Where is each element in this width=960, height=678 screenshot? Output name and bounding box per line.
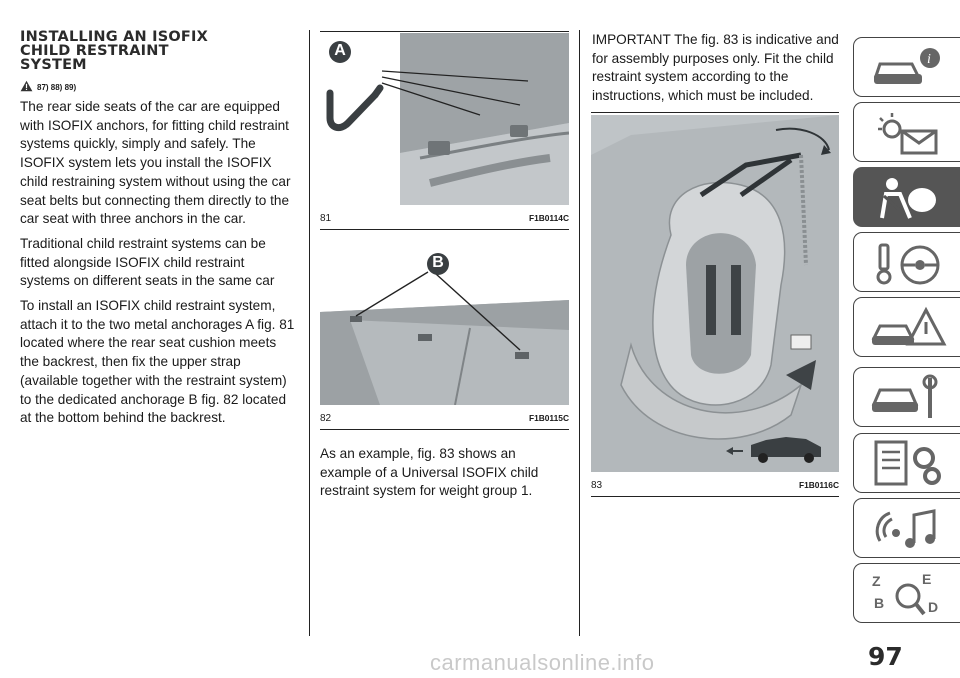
figure-bottom-rule: [591, 496, 839, 497]
figure-bottom-rule: [320, 429, 569, 430]
tab-getting-to-know-car[interactable]: [853, 37, 960, 97]
airbag-seatbelt-icon: [870, 174, 950, 222]
svg-text:i: i: [927, 52, 931, 67]
svg-text:Z: Z: [872, 573, 881, 589]
paragraph-traditional: Traditional child restraint systems can be fitted alongside ISOFIX child restraint systems on different seats in the same car: [20, 235, 275, 289]
warning-refs: 87) 88) 89): [20, 80, 298, 92]
left-column: [20, 30, 298, 428]
watermark: carmanualsonline.info: [430, 650, 655, 675]
tab-in-an-emergency[interactable]: [853, 297, 960, 357]
warning-triangle-icon: [20, 80, 33, 92]
technical-data-icon: [870, 440, 950, 488]
figure-bottom-rule: [320, 229, 569, 230]
multimedia-icon: [870, 505, 950, 553]
figure-top-rule: [320, 31, 569, 32]
paragraph-install: To install an ISOFIX child restraint system, attach it to the two metal anchorages A fig. 81 located where the rear seat cushion meets the backrest, then fix the upper strap (available together with the restraint system) to the dedicated anchorage B fig. 82 located at the bottom behind the backrest.: [20, 298, 295, 426]
figure-82-caption: 82 F1B0115C: [320, 413, 569, 424]
page-number: 97: [868, 642, 903, 671]
tab-safety[interactable]: [853, 167, 960, 227]
tab-multimedia[interactable]: [853, 498, 960, 558]
alphabetical-index-icon: [870, 570, 950, 618]
anchor-label-a: A: [334, 42, 346, 59]
column-divider: [579, 30, 580, 636]
figure-82-image: [320, 240, 569, 405]
figure-81-image: [320, 33, 569, 205]
tab-servicing-care[interactable]: [853, 367, 960, 427]
car-info-icon: [870, 44, 950, 92]
figure-83-image: [591, 115, 839, 472]
column-divider: [309, 30, 310, 636]
car-maintenance-icon: [870, 374, 950, 422]
figure-81-caption: 81 F1B0114C: [320, 213, 569, 224]
paragraph-important: IMPORTANT The fig. 83 is indicative and for assembly purposes only. Fit the child restraint system according to the instructions, which must be included.: [592, 32, 839, 104]
tab-index[interactable]: [853, 563, 960, 623]
anchor-label-b: B: [432, 254, 444, 271]
dashboard-lights-icon: [870, 109, 950, 157]
svg-text:D: D: [928, 599, 939, 615]
key-steering-icon: [870, 239, 950, 287]
figure-top-rule: [591, 112, 839, 113]
paragraph-isofix-intro: The rear side seats of the car are equipped with ISOFIX anchors, for fitting child restraint systems quickly, simply and safely. The ISOFIX system lets you install the ISOFIX child restraining system without using the car seat belts but connecting them directly to the car seat with three anchors in the car.: [20, 99, 291, 227]
tab-technical-data[interactable]: [853, 433, 960, 493]
breakdown-warning-icon: [870, 304, 950, 352]
child-seat-illustration: [591, 115, 839, 472]
figure-83-caption: 83 F1B0116C: [591, 480, 839, 491]
tab-knowing-instrument-panel[interactable]: [853, 102, 960, 162]
tab-starting-driving[interactable]: [853, 232, 960, 292]
paragraph-example: As an example, fig. 83 shows an example of a Universal ISOFIX child restraint system for weight group 1.: [320, 446, 539, 499]
svg-text:B: B: [874, 595, 885, 611]
isofix-anchor-illustration: [320, 33, 569, 205]
svg-text:E: E: [922, 571, 932, 587]
section-title: INSTALLING AN ISOFIX CHILD RESTRAINT SYSTEM: [20, 29, 208, 73]
